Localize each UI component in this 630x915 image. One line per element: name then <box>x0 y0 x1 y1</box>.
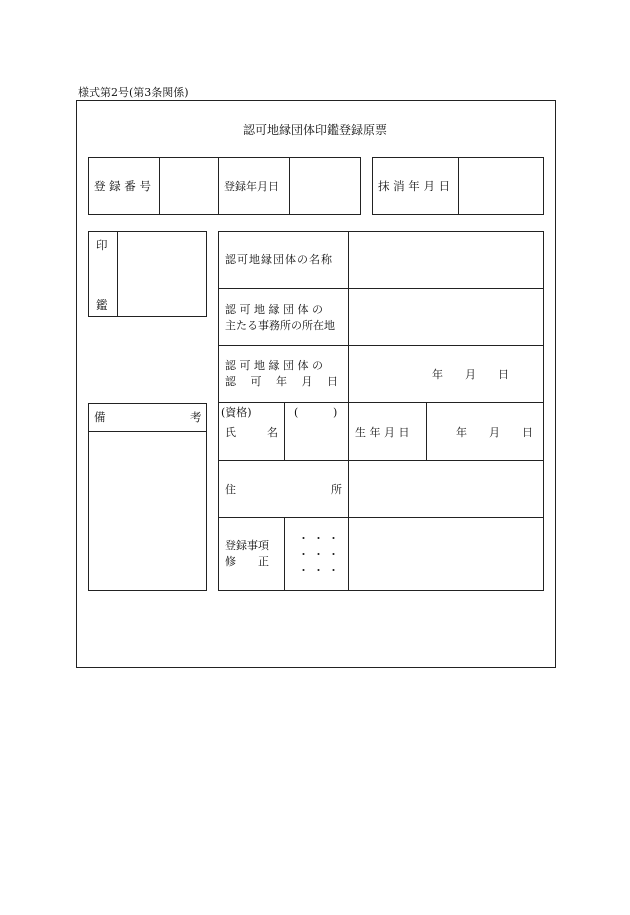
qualification-paren-open: ( <box>294 406 299 419</box>
name-label-left: 氏 <box>225 426 236 439</box>
correction-label-line1: 登録事項 <box>225 539 269 552</box>
approval-label-line1: 認 可 地 縁 団 体 の <box>225 359 323 372</box>
name-label-right: 名 <box>267 426 278 439</box>
office-location-field[interactable] <box>349 289 543 345</box>
address-label-left: 住 <box>225 483 236 496</box>
correction-dots-2: ・・・ <box>298 548 343 561</box>
group-name-field[interactable] <box>349 232 543 288</box>
registration-date-field[interactable] <box>290 158 360 214</box>
birthdate-field[interactable]: 年 月 日 <box>456 426 533 439</box>
address-label-right: 所 <box>331 483 342 496</box>
registration-number-field[interactable] <box>160 158 217 214</box>
remarks-label-left: 備 <box>94 410 106 424</box>
seal-impression-area[interactable] <box>118 232 206 316</box>
birthdate-label: 生 年 月 日 <box>355 426 410 439</box>
remarks-label-right: 考 <box>190 410 202 424</box>
remarks-field[interactable] <box>89 432 206 590</box>
approval-date-field[interactable]: 年 月 日 <box>432 368 509 381</box>
group-name-label: 認可地縁団体の名称 <box>225 253 333 266</box>
seal-label-bottom: 鑑 <box>96 298 108 312</box>
registration-number-label: 登 録 番 号 <box>94 179 151 193</box>
registration-date-label: 登録年月日 <box>224 180 279 193</box>
name-field[interactable] <box>285 420 347 459</box>
cancellation-date-label: 抹 消 年 月 日 <box>378 179 451 193</box>
correction-dots-3: ・・・ <box>298 564 343 577</box>
form-title: 認可地縁団体印鑑登録原票 <box>242 123 387 137</box>
qualification-label: (資格) <box>221 406 252 419</box>
correction-dots-1: ・・・ <box>298 532 343 545</box>
correction-label-line2: 修 正 <box>225 555 269 568</box>
correction-field[interactable] <box>349 518 543 590</box>
qualification-paren-close: ) <box>333 406 338 419</box>
cancellation-date-field[interactable] <box>459 158 543 214</box>
address-field[interactable] <box>349 461 543 517</box>
approval-label-line2: 認 可 年 月 日 <box>225 375 338 388</box>
form-number-label: 様式第2号(第3条関係) <box>78 86 189 99</box>
office-label-line2: 主たる事務所の所在地 <box>225 319 335 332</box>
seal-label-top: 印 <box>96 238 108 252</box>
office-label-line1: 認 可 地 縁 団 体 の <box>225 303 323 316</box>
